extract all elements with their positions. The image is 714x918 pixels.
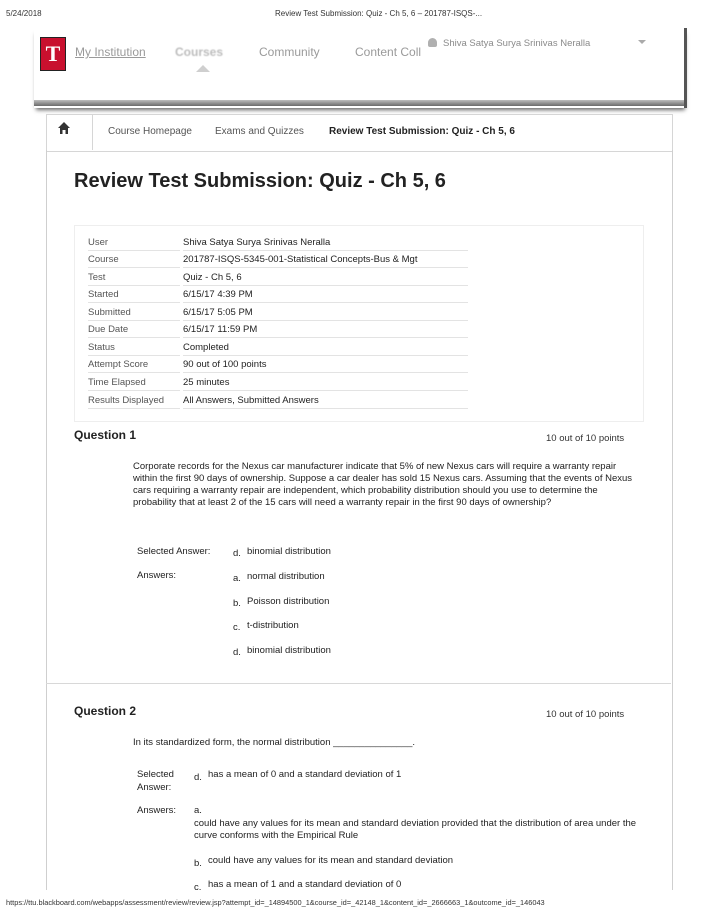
answer-letter: c. bbox=[233, 622, 241, 633]
answer-letter: b. bbox=[194, 858, 202, 869]
selected-answer-letter: d. bbox=[194, 772, 202, 783]
info-label: Time Elapsed bbox=[88, 377, 180, 391]
tab-community[interactable]: Community bbox=[259, 45, 320, 59]
answers-label: Answers: bbox=[137, 805, 177, 816]
tab-my-institution[interactable]: My Institution bbox=[75, 45, 146, 59]
info-label: Results Displayed bbox=[88, 395, 180, 409]
info-value: 6/15/17 5:05 PM bbox=[183, 307, 468, 321]
question-1-text: Corporate records for the Nexus car manufacturer indicate that 5% of new Nexus cars will require a warranty repair within the first 90 days of ownership. Suppose a car dealer has sold 15 Nexus cars. Assuming that the events of Nexus cars requiring a warranty repair are independent, which probability distribution should you use to determine the probability that at least 2 of the 15 cars will need a warranty repair in the first 90 days of ownership? bbox=[133, 461, 633, 508]
question-2-title: Question 2 bbox=[74, 704, 137, 718]
answer-letter: c. bbox=[194, 882, 202, 893]
info-value: Shiva Satya Surya Srinivas Neralla bbox=[183, 237, 468, 251]
institution-logo[interactable]: T bbox=[40, 37, 66, 71]
selected-answer-label-cont: Answer: bbox=[137, 782, 172, 793]
question-divider bbox=[46, 683, 671, 684]
answer-option: binomial distribution bbox=[247, 645, 331, 656]
info-value: 25 minutes bbox=[183, 377, 468, 391]
selected-answer-text: has a mean of 0 and a standard deviation of 1 bbox=[208, 769, 402, 780]
question-2-text: In its standardized form, the normal distribution _______________. bbox=[133, 737, 416, 748]
info-value: All Answers, Submitted Answers bbox=[183, 395, 468, 409]
answer-option: could have any values for its mean and standard deviation provided that the distribution of area under the curve conforms with the Empirical Rule bbox=[194, 818, 637, 841]
info-value: 6/15/17 11:59 PM bbox=[183, 324, 468, 338]
answer-letter: d. bbox=[233, 647, 241, 658]
user-name: Shiva Satya Surya Srinivas Neralla bbox=[443, 38, 591, 49]
tab-courses[interactable]: Courses bbox=[175, 45, 224, 59]
selected-answer-label: Selected Answer: bbox=[137, 546, 211, 557]
info-label: Submitted bbox=[88, 307, 180, 321]
print-title: Review Test Submission: Quiz - Ch 5, 6 – 201787-ISQS-... bbox=[275, 9, 483, 18]
user-icon bbox=[428, 38, 437, 47]
print-date: 5/24/2018 bbox=[6, 9, 42, 18]
answers-label: Answers: bbox=[137, 570, 177, 581]
answer-option: could have any values for its mean and standard deviation bbox=[208, 855, 454, 866]
info-value: 201787-ISQS-5345-001-Statistical Concepts-Bus & Mgt bbox=[183, 254, 468, 268]
answer-option: has a mean of 1 and a standard deviation of 0 bbox=[208, 879, 402, 890]
answer-letter: a. bbox=[194, 805, 202, 816]
question-2-points: 10 out of 10 points bbox=[546, 709, 625, 720]
info-value: Completed bbox=[183, 342, 468, 356]
selected-answer-label: Selected bbox=[137, 769, 174, 780]
breadcrumb-course-homepage[interactable]: Course Homepage bbox=[108, 126, 192, 137]
home-icon[interactable] bbox=[57, 121, 71, 135]
answer-option: normal distribution bbox=[247, 571, 325, 582]
print-footer-url: https://ttu.blackboard.com/webapps/assessment/review/review.jsp?attempt_id=_14894500_1&course_id=_42148_1&content_id=_2666663_1&outcome_id=_146043 bbox=[6, 898, 545, 907]
info-label: Test bbox=[88, 272, 180, 286]
page-title: Review Test Submission: Quiz - Ch 5, 6 bbox=[74, 170, 446, 192]
question-1-title: Question 1 bbox=[74, 428, 137, 442]
info-label: Status bbox=[88, 342, 180, 356]
chevron-down-icon[interactable] bbox=[638, 40, 646, 44]
info-label: Course bbox=[88, 254, 180, 268]
active-tab-caret-icon bbox=[196, 65, 210, 72]
info-label: Started bbox=[88, 289, 180, 303]
info-value: Quiz - Ch 5, 6 bbox=[183, 272, 468, 286]
info-value: 90 out of 100 points bbox=[183, 359, 468, 373]
selected-answer-text: binomial distribution bbox=[247, 546, 331, 557]
selected-answer-letter: d. bbox=[233, 548, 241, 559]
user-menu[interactable] bbox=[428, 38, 590, 49]
info-value: 6/15/17 4:39 PM bbox=[183, 289, 468, 303]
answer-option: Poisson distribution bbox=[247, 596, 330, 607]
tab-content-collection[interactable]: Content Coll bbox=[355, 45, 422, 59]
question-1-points: 10 out of 10 points bbox=[546, 433, 625, 444]
answer-option: t-distribution bbox=[247, 620, 299, 631]
navigation-shadow bbox=[34, 100, 684, 106]
answer-letter: b. bbox=[233, 598, 241, 609]
answer-letter: a. bbox=[233, 573, 241, 584]
breadcrumb-current: Review Test Submission: Quiz - Ch 5, 6 bbox=[329, 126, 515, 137]
info-label: Attempt Score bbox=[88, 359, 180, 373]
breadcrumb-exams-quizzes[interactable]: Exams and Quizzes bbox=[215, 126, 304, 137]
info-label: Due Date bbox=[88, 324, 180, 338]
info-label: User bbox=[88, 237, 180, 251]
